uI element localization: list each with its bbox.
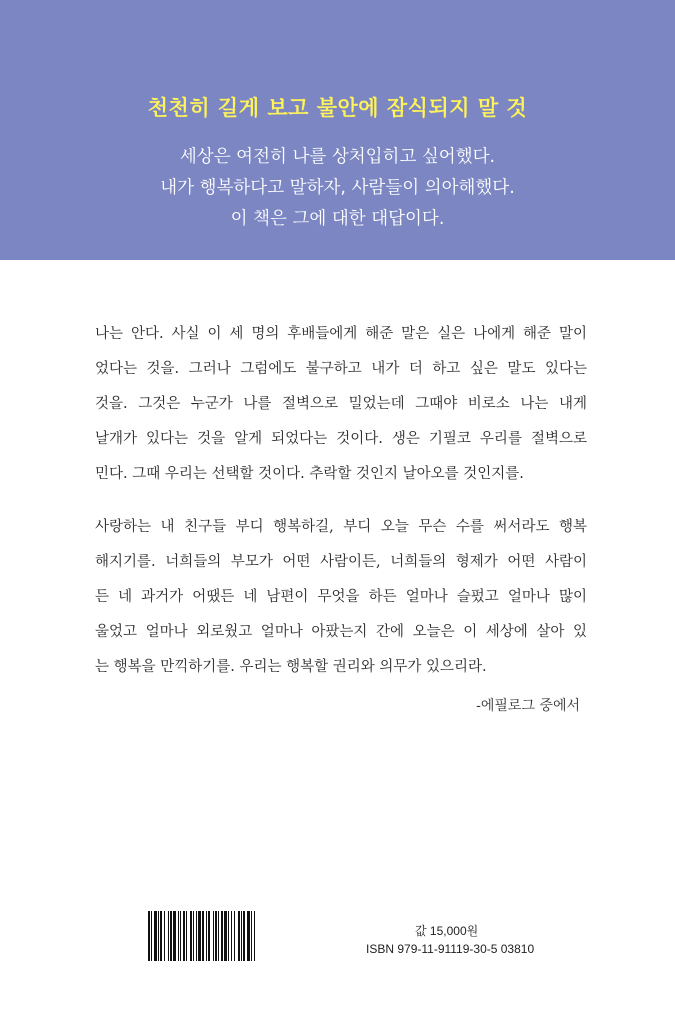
barcode-bar xyxy=(202,911,204,961)
barcode-bar xyxy=(186,911,187,961)
text-line: 울었고 얼마나 외로웠고 얼마나 아팠는지 간에 오늘은 이 세상에 살아 있 xyxy=(95,624,587,640)
text-line: 나는 안다. 사실 이 세 명의 후배들에게 해준 말은 실은 나에게 해준 말이 xyxy=(95,326,587,342)
barcode-bar xyxy=(151,911,152,961)
barcode-bar xyxy=(180,911,181,961)
barcode-bar xyxy=(170,911,172,961)
text-line: 해지기를. 너희들의 부모가 어떤 사람이든, 너희들의 형제가 어떤 사람이 xyxy=(95,554,587,570)
barcode-bar xyxy=(224,911,227,961)
text-line: 든 네 과거가 어땠든 네 남편이 무엇을 하든 얼마나 슬펐고 얼마나 많이 xyxy=(95,589,587,605)
barcode-bar xyxy=(251,911,252,961)
barcode-bar xyxy=(168,911,169,961)
barcode-bar xyxy=(218,911,219,961)
barcode-bar xyxy=(208,911,210,961)
cover-subtitle xyxy=(0,142,675,235)
barcode-bar xyxy=(154,911,157,961)
barcode-bar xyxy=(221,911,223,961)
barcode-bar xyxy=(148,911,150,961)
text-line: 었다는 것을. 그러나 그럼에도 불구하고 내가 더 하고 싶은 말도 있다는 xyxy=(95,361,587,377)
barcode-bar xyxy=(164,911,165,961)
text-line: 날개가 있다는 것을 알게 되었다는 것이다. 생은 기필코 우리를 절벽으로 xyxy=(95,431,587,447)
text-line: 것을. 그것은 누군가 나를 절벽으로 밀었는데 그때야 비로소 나는 내게 xyxy=(95,396,587,412)
isbn-number: ISBN 979-11-91119-30-5 03810 xyxy=(366,942,535,956)
barcode-bar xyxy=(193,911,194,961)
subtitle-line: 이 책은 그에 대한 대답이다. xyxy=(230,209,445,229)
barcode-bar xyxy=(173,911,176,961)
barcode-bar xyxy=(158,911,159,961)
barcode-bar xyxy=(206,911,207,961)
barcode-bar xyxy=(241,911,242,961)
barcode-bar xyxy=(213,911,214,961)
cover-headline: 천천히 길게 보고 불안에 잠식되지 말 것 xyxy=(147,96,528,120)
barcode-bar xyxy=(196,911,197,961)
barcode-bar xyxy=(247,911,250,961)
barcode-bar xyxy=(228,911,229,961)
barcode-bar xyxy=(160,911,162,961)
excerpt-paragraph-1 xyxy=(95,317,587,492)
barcode-bar xyxy=(215,911,217,961)
barcode-bar xyxy=(198,911,201,961)
text-line: 민다. 그때 우리는 선택할 것이다. 추락할 것인지 날아오를 것인지를. xyxy=(95,466,524,482)
subtitle-line: 내가 행복하다고 말하자, 사람들이 의아해했다. xyxy=(160,178,515,198)
barcode-bar xyxy=(190,911,192,961)
barcode-bar xyxy=(178,911,179,961)
price-label: 값 15,000원 xyxy=(415,924,479,938)
text-line: 는 행복을 만끽하기를. 우리는 행복할 권리와 의무가 있으리라. xyxy=(95,659,487,675)
subtitle-line: 세상은 여전히 나를 상처입히고 싶어했다. xyxy=(179,147,496,167)
barcode-bar xyxy=(231,911,232,961)
barcode-bar xyxy=(238,911,240,961)
barcode-bar xyxy=(234,911,235,961)
barcode-bar xyxy=(254,911,255,961)
excerpt-paragraph-2 xyxy=(95,510,587,685)
barcode-bar xyxy=(183,911,185,961)
text-line: 사랑하는 내 친구들 부디 행복하길, 부디 오늘 무슨 수를 써서라도 행복 xyxy=(95,519,587,535)
barcode-bar xyxy=(243,911,245,961)
excerpt-source: -에필로그 중에서 xyxy=(476,698,580,714)
isbn-barcode xyxy=(148,911,355,961)
